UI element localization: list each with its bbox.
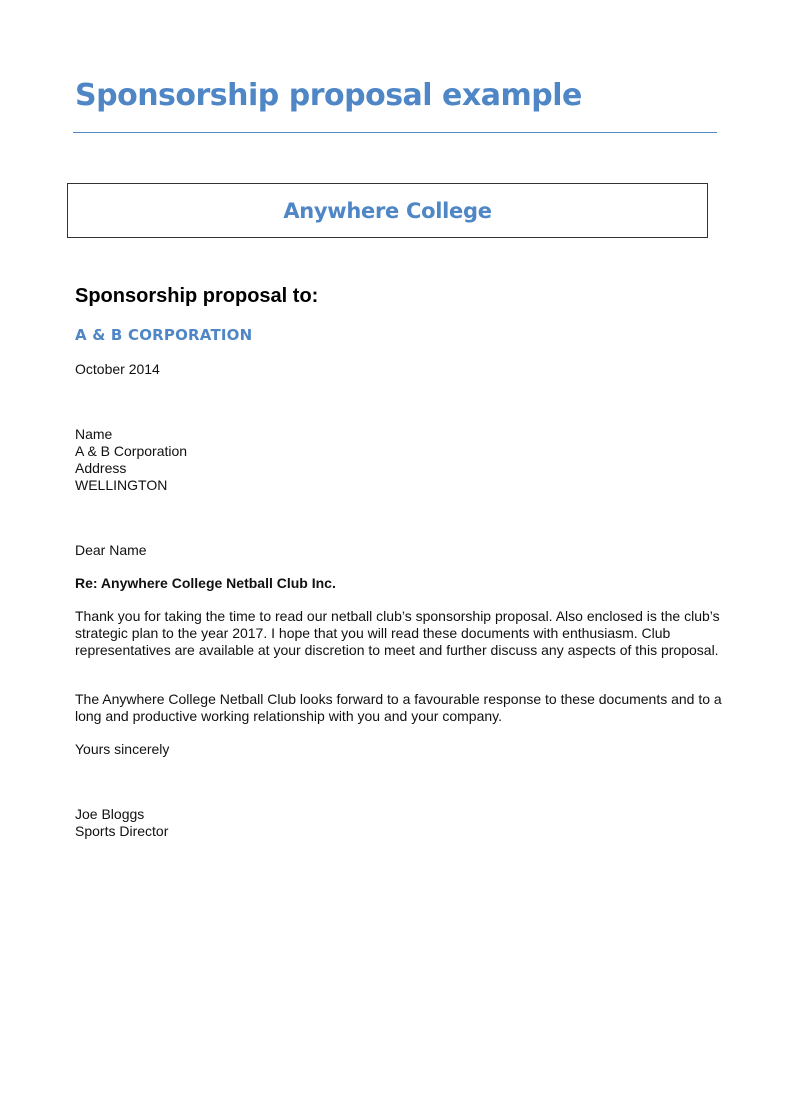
- address-line-name: Name: [75, 426, 113, 442]
- address-line-company: A & B Corporation: [75, 443, 188, 459]
- recipient-organization: A & B CORPORATION: [75, 326, 253, 344]
- college-name: Anywhere College: [283, 198, 492, 223]
- proposal-heading: Sponsorship proposal to:: [75, 285, 319, 307]
- document-title: Sponsorship proposal example: [75, 78, 582, 113]
- address-line-address: Address: [75, 460, 127, 476]
- title-divider: [73, 132, 717, 133]
- subject-line: Re: Anywhere College Netball Club Inc.: [75, 575, 336, 591]
- body-paragraph-2: The Anywhere College Netball Club looks forward to a favourable response to these documents and to a long and productive working relationship with you and your company.: [75, 691, 722, 724]
- signatory-name: Joe Bloggs: [75, 806, 145, 822]
- salutation: Dear Name: [75, 542, 147, 558]
- signatory-title: Sports Director: [75, 823, 169, 839]
- closing: Yours sincerely: [75, 741, 170, 757]
- body-paragraph-1: Thank you for taking the time to read our netball club’s sponsorship proposal. Also enclosed is the club’s strategic plan to the year 2017. I hope that you will read these documents with enthusiasm. Club representatives are available at your discretion to meet and further discuss any aspects of this proposal.: [75, 608, 720, 658]
- college-name-box: [67, 183, 708, 238]
- letter-date: October 2014: [75, 361, 160, 377]
- address-line-city: WELLINGTON: [75, 477, 168, 493]
